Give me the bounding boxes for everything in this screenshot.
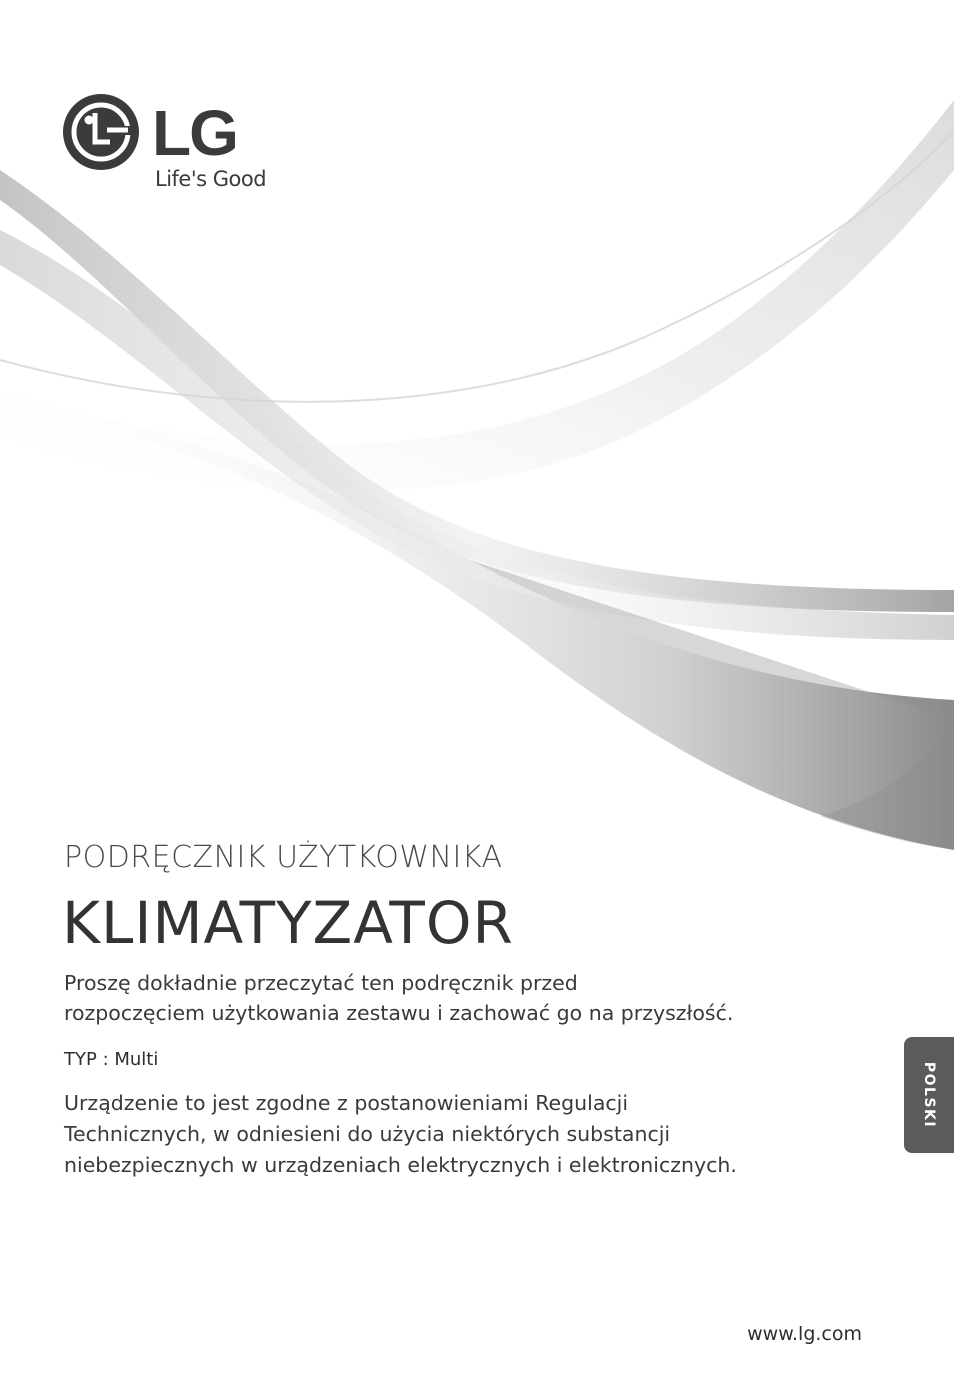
website-url: www.lg.com (747, 1323, 862, 1345)
intro-line: rozpoczęciem użytkowania zestawu i zachować go na przyszłość. (64, 1001, 734, 1025)
product-name-title: KLIMATYZATOR (62, 889, 514, 957)
compliance-line: Urządzenie to jest zgodne z postanowieniami Regulacji (64, 1091, 629, 1115)
logo-wordmark: LG (152, 97, 237, 169)
manual-type-heading: PODRĘCZNIK UŻYTKOWNIKA (64, 840, 503, 875)
compliance-line: Technicznych, w odniesieni do użycia niektórych substancji (64, 1122, 671, 1146)
language-tab (904, 1037, 954, 1153)
compliance-paragraph (64, 1088, 864, 1181)
lg-face-icon (62, 93, 140, 171)
logo-slogan: Life's Good (155, 167, 267, 191)
intro-line: Proszę dokładnie przeczytać ten podręcznik przed (64, 971, 578, 995)
intro-paragraph (64, 968, 864, 1028)
model-type-line: TYP : Multi (64, 1049, 159, 1070)
brand-logo (62, 93, 302, 203)
language-tab-label: POLSKI (921, 1061, 937, 1129)
wave-band-primary (0, 170, 954, 612)
compliance-line: niebezpiecznych w urządzeniach elektrycznych i elektronicznych. (64, 1153, 737, 1177)
